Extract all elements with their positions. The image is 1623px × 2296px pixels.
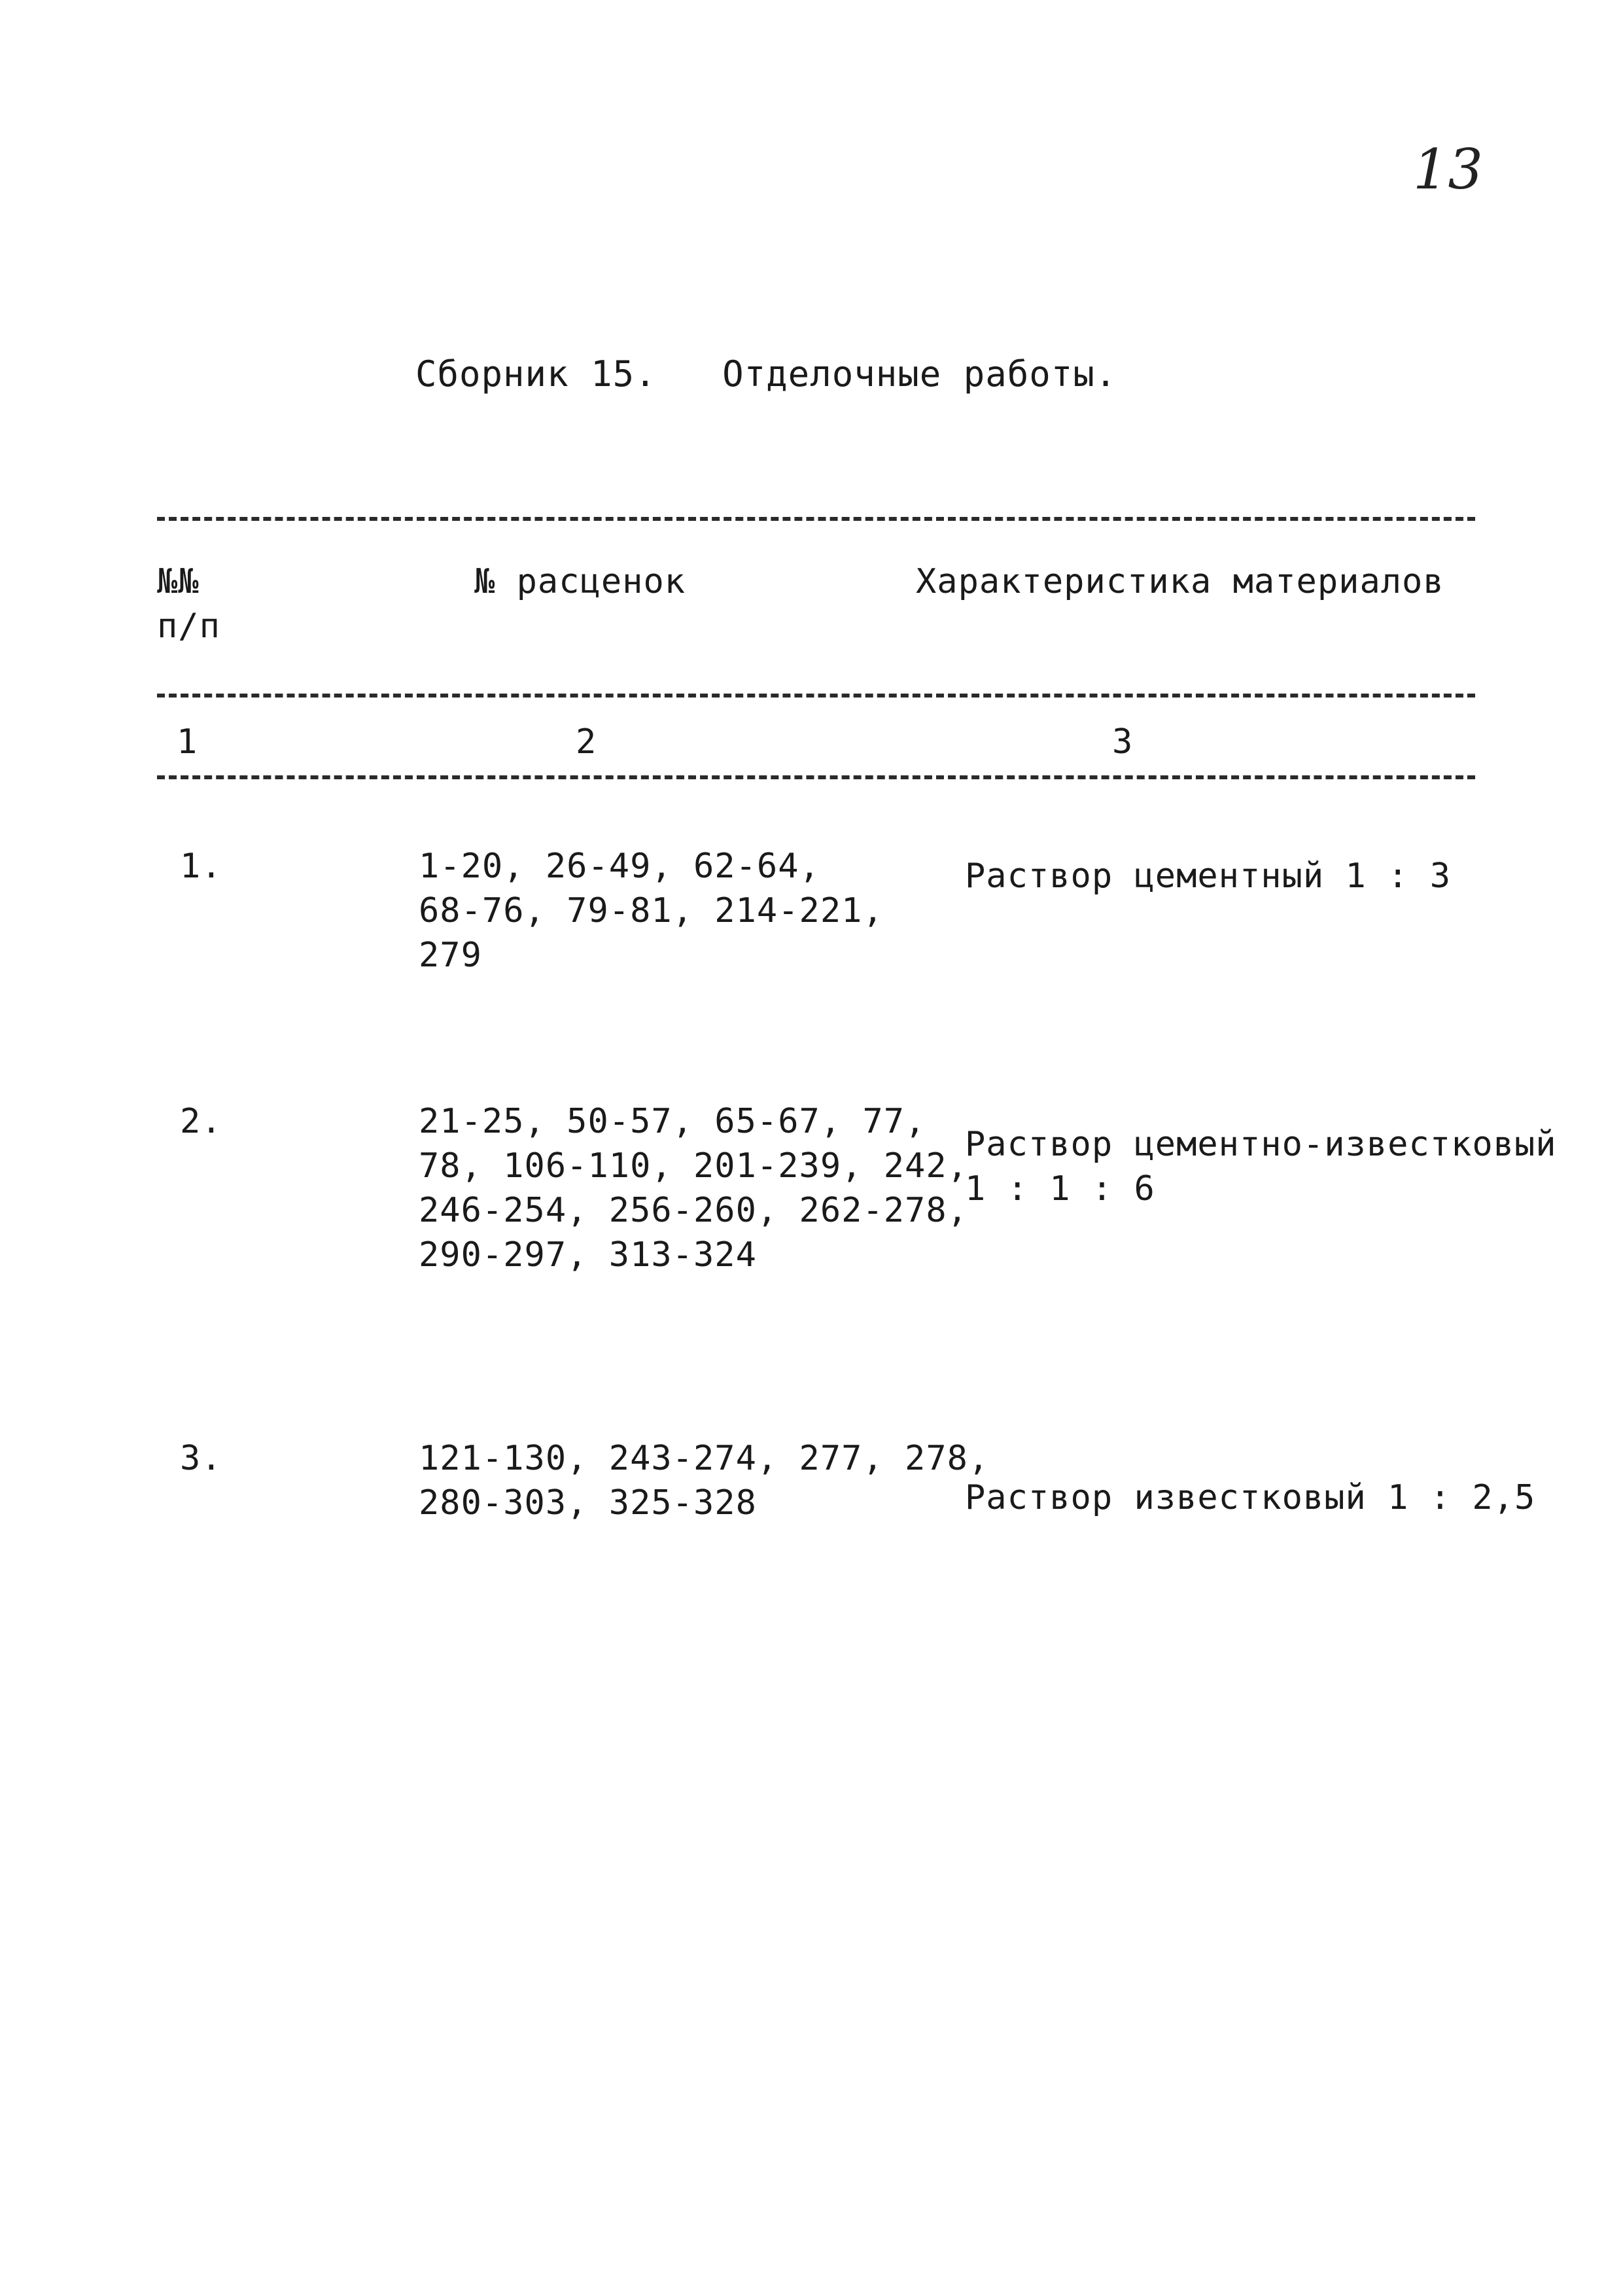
header-rate-codes: № расценок bbox=[474, 562, 686, 601]
row-3-codes: 121-130, 243-274, 277, 278, 280-303, 325-328 bbox=[419, 1439, 990, 1523]
row-1-number: 1. bbox=[180, 847, 222, 886]
column-number-1: 1 bbox=[177, 722, 198, 762]
page-number: 13 bbox=[1413, 137, 1483, 202]
row-2-characteristic: Раствор цементно-известковый 1 : 1 : 6 bbox=[965, 1125, 1557, 1209]
header-row-number: №№ п/п bbox=[157, 562, 220, 646]
row-1-codes: 1-20, 26-49, 62-64, 68-76, 79-81, 214-221, 279 bbox=[419, 847, 884, 975]
table-top-rule bbox=[157, 517, 1475, 521]
column-number-3: 3 bbox=[1112, 722, 1134, 762]
header-bottom-rule bbox=[157, 694, 1475, 698]
row-1-characteristic: Раствор цементный 1 : 3 bbox=[965, 857, 1452, 896]
row-3-number: 3. bbox=[180, 1439, 222, 1478]
row-2-codes: 21-25, 50-57, 65-67, 77, 78, 106-110, 201-239, 242, 246-254, 256-260, 262-278, 290-297, 313-324 bbox=[419, 1102, 968, 1275]
row-3-characteristic: Раствор известковый 1 : 2,5 bbox=[965, 1478, 1536, 1517]
document-title: Сборник 15. Отделочные работы. bbox=[415, 353, 1117, 395]
column-number-2: 2 bbox=[576, 722, 597, 762]
header-material-characteristic: Характеристика материалов bbox=[916, 562, 1444, 601]
row-2-number: 2. bbox=[180, 1102, 222, 1141]
column-numbers-rule bbox=[157, 775, 1475, 779]
